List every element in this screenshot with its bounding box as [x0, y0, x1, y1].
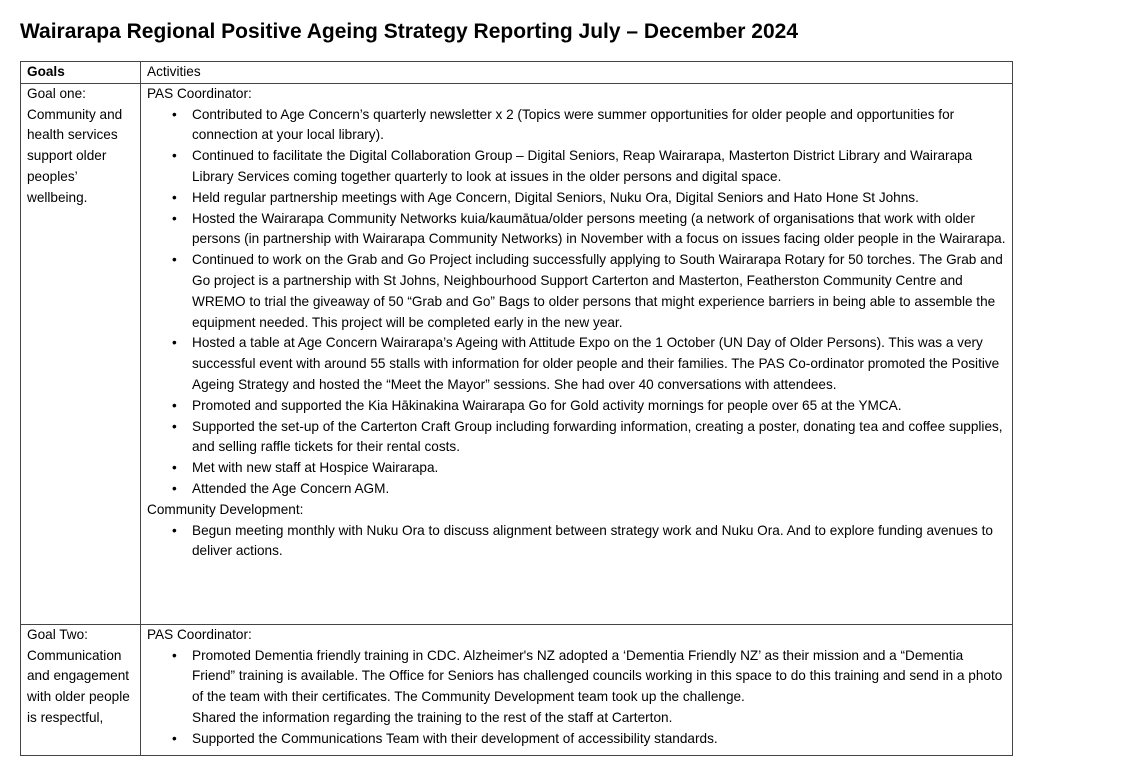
goal-two-cell: Goal Two: Communication and engagement with older people is respectful, — [21, 624, 141, 755]
list-item: • Contributed to Age Concern’s quarterly newsletter x 2 (Topics were summer opportunities for older people and opportunities for connection at your local library). — [172, 106, 955, 143]
list-item: • Held regular partnership meetings with Age Concern, Digital Seniors, Nuku Ora, Digital Seniors and Hato Hone St Johns. — [192, 188, 1006, 209]
continuation-text: Shared the information regarding the training to the rest of the staff at Carterton. — [192, 709, 673, 725]
activity-list — [147, 646, 1006, 708]
header-goals: Goals — [21, 62, 141, 84]
report-table — [20, 61, 1013, 756]
activity-list — [147, 729, 1006, 750]
section-heading: PAS Coordinator: — [147, 85, 252, 101]
goal-two-activities — [141, 624, 1013, 755]
section-heading: Community Development: — [147, 501, 304, 517]
bullet-icon: • — [172, 335, 177, 351]
section-heading: PAS Coordinator: — [147, 626, 252, 642]
document-title: Wairarapa Regional Positive Ageing Strategy Reporting July – December 2024 — [20, 20, 799, 43]
bullet-icon: • — [172, 397, 177, 413]
list-item: • Hosted the Wairarapa Community Networks kuia/kaumātua/older persons meeting (a network of organisations that work with older persons (in partnership with Wairarapa Community Networks) in November with a focus on issues facing older people in the Wairarapa. — [172, 210, 1006, 247]
bullet-icon: • — [172, 480, 177, 496]
table-header-row — [21, 62, 1013, 84]
list-item: • Begun meeting monthly with Nuku Ora to discuss alignment between strategy work and Nuku Ora. And to explore funding avenues to deliver actions. — [172, 522, 993, 559]
list-item: • Hosted a table at Age Concern Wairarapa’s Ageing with Attitude Expo on the 1 October (UN Day of Older Persons). This was a very successful event with around 55 stalls with information for older people and their families. The PAS Co-ordinator promoted the Positive Ageing Strategy and hosted the “Meet the Mayor” sessions. She had over 40 conversations with attendees. — [172, 335, 1000, 392]
header-activities: Activities — [141, 62, 1013, 84]
bullet-icon: • — [172, 418, 177, 434]
bullet-icon: • — [172, 730, 177, 746]
bullet-icon: • — [172, 522, 177, 538]
list-item: • Continued to facilitate the Digital Collaboration Group – Digital Seniors, Reap Wairarapa, Masterton District Library and Wairarapa Library Services coming together quarterly to look at issues in the older persons and digital space. — [172, 148, 973, 184]
bullet-icon: • — [172, 460, 177, 476]
table-row — [21, 83, 1013, 624]
list-item: • Met with new staff at Hospice Wairarapa. — [192, 458, 1006, 479]
table-row — [21, 624, 1013, 755]
list-item: • Attended the Age Concern AGM. — [192, 479, 1006, 500]
goal-one-cell: Goal one: Community and health services support older peoples’ wellbeing. — [21, 83, 141, 624]
list-item: • Continued to work on the Grab and Go Project including successfully applying to South Wairarapa Rotary for 50 torches. The Grab and Go project is a partnership with St Johns, Neighbourhood Support Carterton and Masterton, Featherston Community Centre and WREMO to trial the giveaway of 50 “Grab and Go” Bags to older persons that might experience barriers in being able to assemble the equipment needed. This project will be completed early in the new year. — [172, 252, 1003, 330]
list-item: • Supported the Communications Team with their development of accessibility standards. — [192, 729, 1006, 750]
bullet-icon: • — [172, 148, 177, 164]
list-item: • Promoted and supported the Kia Hākinakina Wairarapa Go for Gold activity mornings for people over 65 at the YMCA. — [192, 396, 1006, 417]
list-item: • Promoted Dementia friendly training in CDC. Alzheimer's NZ adopted a ‘Dementia Friendly NZ’ as their mission and a “Dementia Friend” training is available. The Office for Seniors has challenged councils working in this space to do this training and send in a photo of the team with their certificates. The Community Development team took up the challenge. — [172, 647, 1003, 705]
activity-list — [147, 521, 1006, 563]
bullet-icon: • — [172, 647, 177, 663]
activity-list — [147, 105, 1006, 500]
bullet-icon: • — [172, 252, 177, 268]
bullet-icon: • — [172, 210, 177, 226]
bullet-icon: • — [172, 106, 177, 122]
goal-one-activities — [141, 83, 1013, 624]
list-item: • Supported the set-up of the Carterton Craft Group including forwarding information, creating a poster, donating tea and coffee supplies, and selling raffle tickets for their rental costs. — [172, 418, 1003, 455]
bullet-icon: • — [172, 189, 177, 205]
